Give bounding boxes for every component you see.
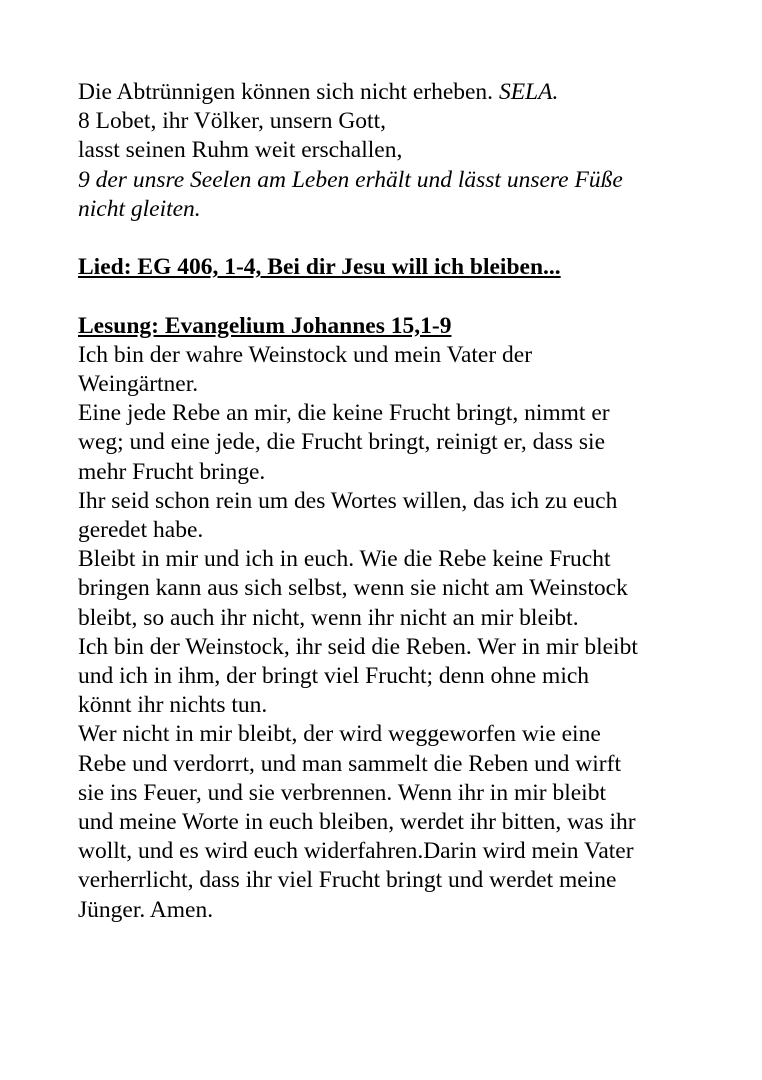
psalm-line-1-text: Die Abtrünnigen können sich nicht erheben.: [78, 79, 499, 105]
sela-marker: SELA.: [498, 79, 559, 105]
psalm-line-1: [78, 78, 708, 107]
reading-heading: Lesung: Evangelium Johannes 15,1-9: [78, 312, 452, 339]
reading-line: könnt ihr nichts tun.: [78, 692, 268, 719]
reading-line: Ihr seid schon rein um des Wortes willen, das ich zu euch: [78, 487, 618, 514]
reading-line: wollt, und es wird euch widerfahren.Darin wird mein Vater: [78, 838, 634, 865]
reading-line: Eine jede Rebe an mir, die keine Frucht bringt, nimmt er: [78, 400, 610, 427]
reading-line: bleibt, so auch ihr nicht, wenn ihr nicht an mir bleibt.: [78, 604, 579, 631]
reading-line: und ich in ihm, der bringt viel Frucht; denn ohne mich: [78, 663, 590, 690]
reading-line: mehr Frucht bringe.: [78, 458, 266, 485]
reading-section: [78, 312, 708, 925]
document-page: [78, 78, 708, 925]
reading-line: bringen kann aus sich selbst, wenn sie nicht am Weinstock: [78, 575, 628, 602]
reading-line: Rebe und verdorrt, und man sammelt die Reben und wirft: [78, 750, 621, 777]
spacer: [78, 224, 708, 253]
reading-line: Jünger. Amen.: [78, 896, 214, 923]
reading-line: und meine Worte in euch bleiben, werdet ihr bitten, was ihr: [78, 809, 636, 836]
psalm-section: [78, 78, 708, 224]
reading-line: sie ins Feuer, und sie verbrennen. Wenn ihr in mir bleibt: [78, 779, 606, 806]
psalm-line-4b: nicht gleiten.: [78, 195, 201, 222]
reading-line: geredet habe.: [78, 517, 204, 544]
reading-line: Ich bin der Weinstock, ihr seid die Reben. Wer in mir bleibt: [78, 633, 638, 660]
reading-line: Ich bin der wahre Weinstock und mein Vater der: [78, 341, 533, 368]
reading-line: Wer nicht in mir bleibt, der wird weggeworfen wie eine: [78, 721, 601, 748]
psalm-line-4a: 9 der unsre Seelen am Leben erhält und lässt unsere Füße: [78, 166, 623, 193]
spacer: [78, 282, 708, 311]
reading-line: Weingärtner.: [78, 371, 199, 397]
reading-body: [78, 341, 708, 925]
psalm-line-2: 8 Lobet, ihr Völker, unsern Gott,: [78, 108, 386, 135]
reading-line: verherrlicht, dass ihr viel Frucht bringt und werdet meine: [78, 867, 617, 894]
psalm-line-3: lasst seinen Ruhm weit erschallen,: [78, 137, 403, 164]
reading-line: Bleibt in mir und ich in euch. Wie die Rebe keine Frucht: [78, 546, 611, 573]
song-heading: Lied: EG 406, 1-4, Bei dir Jesu will ich bleiben...: [78, 254, 561, 281]
reading-line: weg; und eine jede, die Frucht bringt, reinigt er, dass sie: [78, 429, 606, 456]
